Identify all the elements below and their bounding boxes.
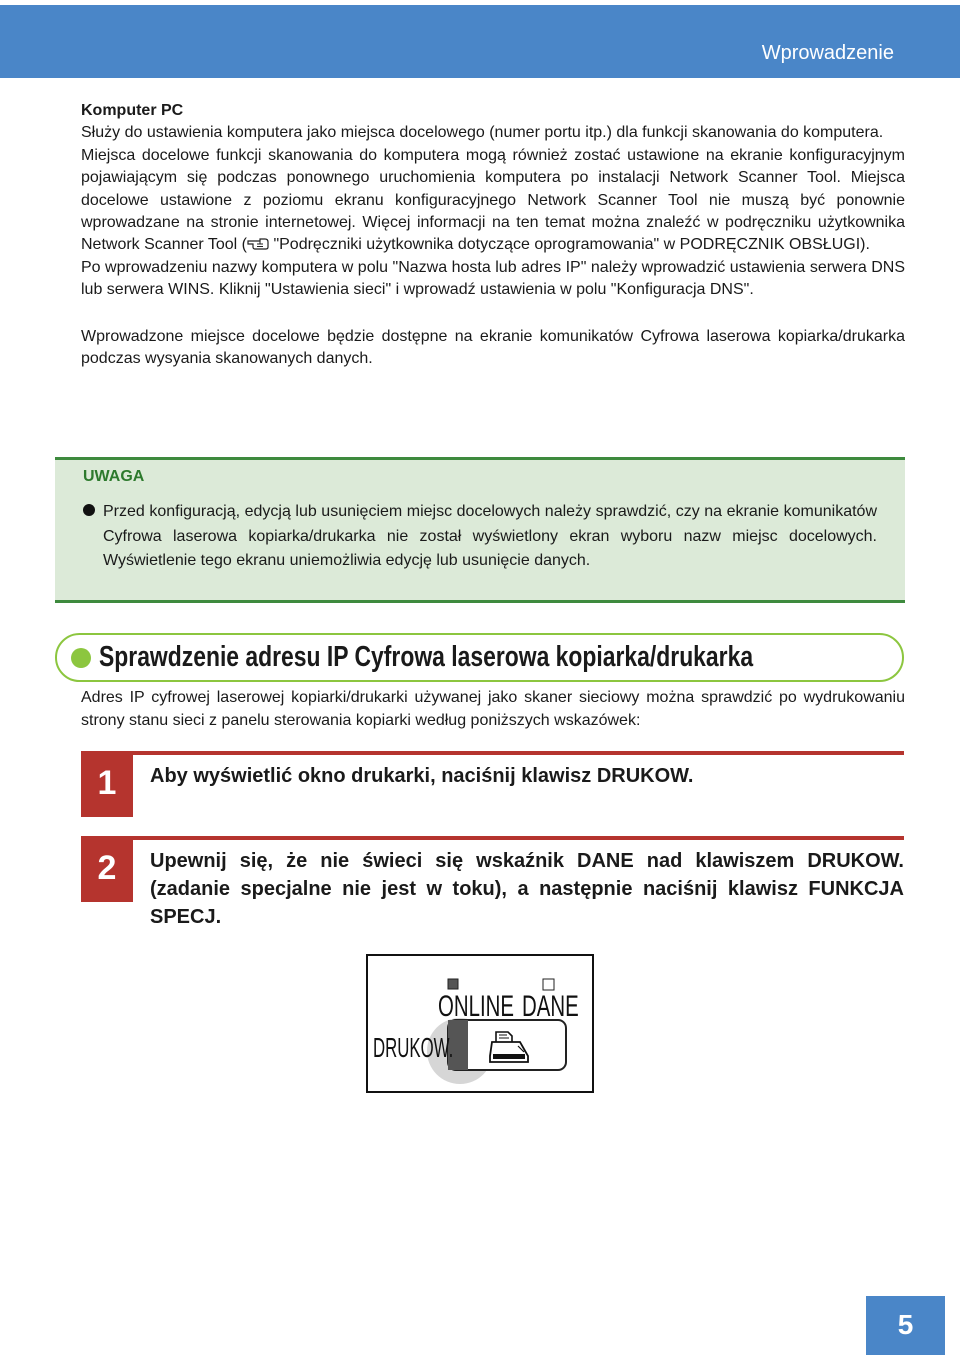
intro-section <box>81 100 905 370</box>
header-bar <box>0 5 960 78</box>
page-number: 5 <box>897 1309 914 1340</box>
note-title: UWAGA <box>83 468 145 485</box>
intro-para-4: Wprowadzone miejsce docelowe będzie dostępne na ekranie komunikatów Cyfrowa laserowa kopiarka/drukarka podczas wysyania skanowanych danych. <box>81 327 905 368</box>
step-2-divider <box>133 836 904 840</box>
header-title: Wprowadzenie <box>761 42 894 64</box>
intro-para-2-a: Miejsca docelowe funkcji skanowania do komputera mogą również zostać ustawione na ekranie konfiguracyjnym pojawiającym się podczas ponownego uruchomienia komputera po instalacji Network Scanner Tool. Miejsca docelowe ustawione z poziomu ekranu konfiguracyjnego Network Scanner Tool nie muszą być ponownie wprowadzane na stronie internetowej. Więcej informacji na ten temat można znaleźć w podręczniku użytkownika Network Scanner Tool ( <box>81 146 905 254</box>
step-1-text: Aby wyświetlić okno drukarki, naciśnij klawisz DRUKOW. <box>150 765 694 787</box>
intro-para-3: Po wprowadzeniu nazwy komputera w polu "Nazwa hosta lub adres IP" należy wprowadzić ustawienia serwera DNS lub serwera WINS. Kliknij "Ustawienia sieci" i wprowadź ustawienia w polu "Konfiguracja DNS". <box>81 258 905 299</box>
note-box <box>55 457 905 603</box>
step-1-number: 1 <box>81 751 133 817</box>
step-1-divider <box>133 751 904 755</box>
bullet-icon <box>83 504 95 516</box>
step-2-text: Upewnij się, że nie świeci się wskaźnik DANE nad klawiszem DRUKOW. (zadanie specjalne nie jest w toku), a następnie naciśnij klawisz FUNKCJA SPECJ. <box>150 850 904 928</box>
drukow-label: DRUKOW. <box>373 1032 454 1063</box>
intro-para-1: Służy do ustawienia komputera jako miejsca docelowego (numer portu itp.) dla funkcji skanowania do komputera. <box>81 124 884 142</box>
online-label: ONLINE <box>438 990 514 1023</box>
section-bullet-icon <box>71 648 91 668</box>
section-heading <box>55 633 904 682</box>
printer-panel-figure <box>366 954 594 1093</box>
page-number-box <box>866 1296 945 1355</box>
step-2-number: 2 <box>81 836 133 902</box>
intro-para-2 <box>81 145 905 257</box>
section-intro: Adres IP cyfrowej laserowej kopiarki/drukarki używanej jako skaner sieciowy można sprawdzić po wydrukowaniu strony stanu sieci z panelu sterowania kopiarki według poniższych wskazówek: <box>81 689 905 729</box>
section-title: Sprawdzenie adresu IP Cyfrowa laserowa kopiarka/drukarka <box>99 641 754 673</box>
intro-heading: Komputer PC <box>81 102 184 119</box>
dane-indicator-icon <box>543 979 554 990</box>
dane-label: DANE <box>522 990 579 1023</box>
intro-para-2-b: "Podręczniki użytkownika dotyczące oprogramowania" w PODRĘCZNIK OBSŁUGI). <box>269 236 870 254</box>
note-text: Przed konfiguracją, edycją lub usunięciem miejsc docelowych należy sprawdzić, czy na ekranie komunikatów Cyfrowa laserowa kopiarka/drukarka nie został wyświetlony ekran wyboru nazw miejsc docelowych. Wyświetlenie tego ekranu uniemożliwia edycję lub usunięcie danych. <box>103 503 877 569</box>
online-indicator-icon <box>448 979 458 989</box>
pointing-hand-icon <box>247 236 269 250</box>
